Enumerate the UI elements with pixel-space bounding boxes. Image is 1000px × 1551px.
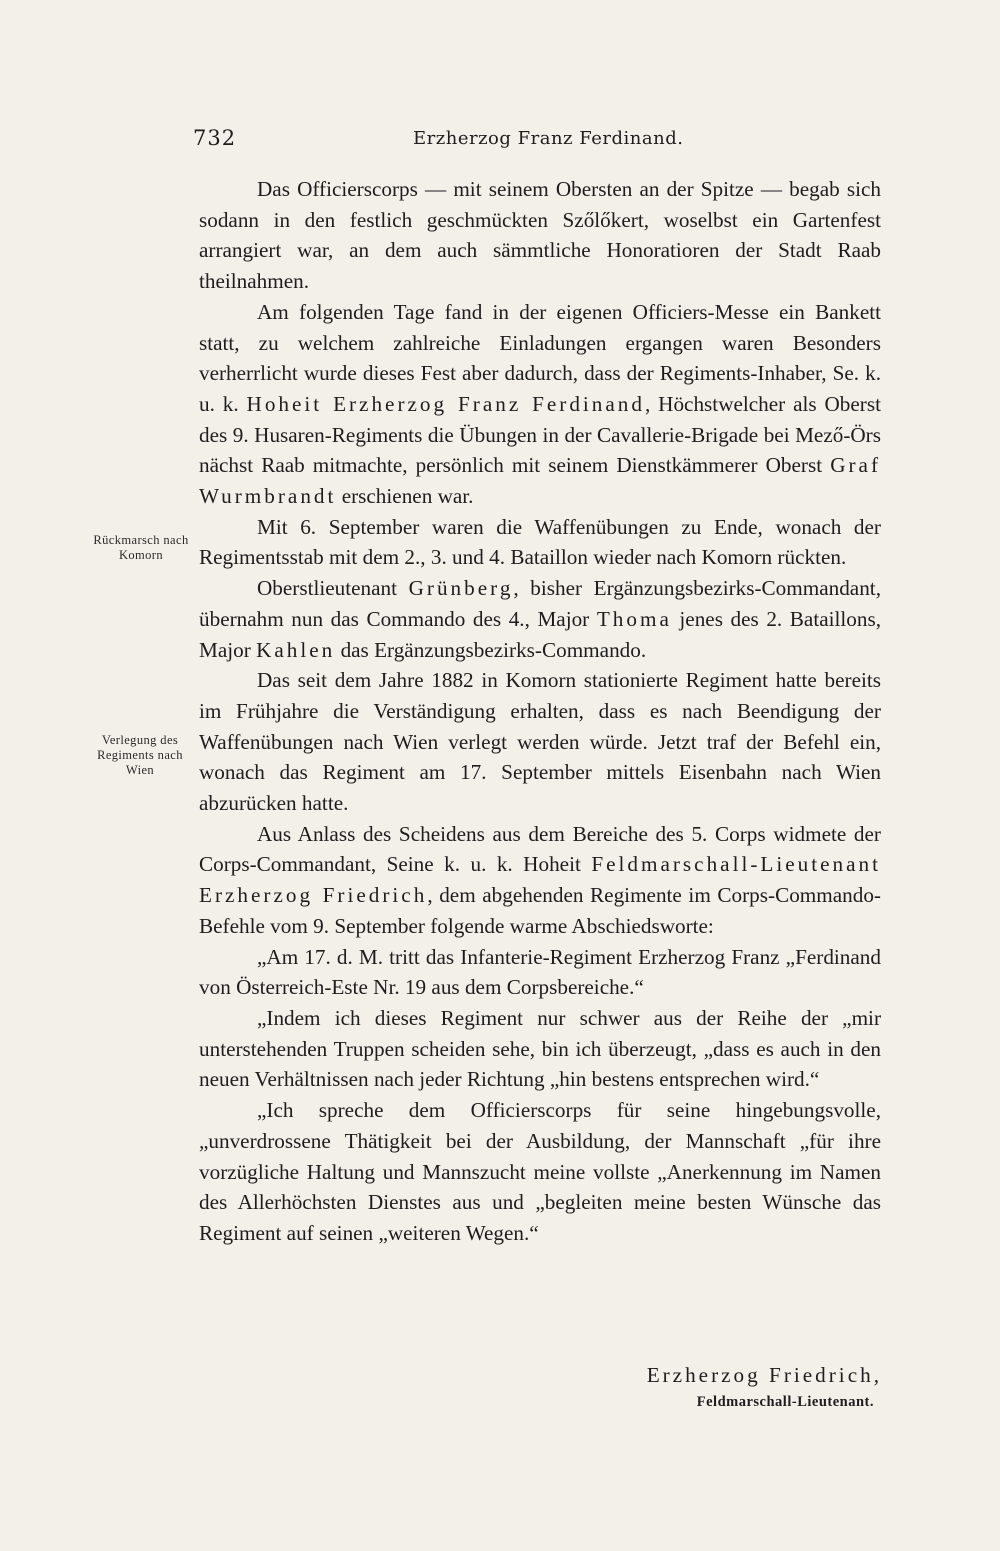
quote-paragraph-2: „Indem ich dieses Regiment nur schwer aus der Reihe der „mir unterstehenden Truppen scheiden sehe, bin ich überzeugt, „dass es auch in den neuen Verhältnissen nach jeder Richtung „hin bestens entsprechen wird.“	[199, 1005, 881, 1092]
page-header	[193, 126, 883, 160]
text-span: jenes des 2. Bataillons, Major	[199, 606, 882, 662]
paragraph-bankett	[199, 297, 881, 512]
text-span: Am folgenden Tage fand in der eigenen Officiers-Messe ein Bankett statt, zu welchem zahlreiche Einladungen ergangen waren Besonders verherrlicht wurde dieses Fest aber dadurch, dass der Regiments-Inhaber, Se. k. u. k.	[199, 299, 881, 416]
signature-name: Erzherzog Friedrich,	[646, 1363, 882, 1387]
spaced-name-graf: Graf Wurmbrandt	[199, 453, 882, 509]
paragraph-rueckmarsch: Mit 6. September waren die Waffenübungen zu Ende, wonach der Regimentsstab mit dem 2., 3. und 4. Bataillon wieder nach Komorn rückten.	[199, 514, 881, 570]
text-span: , Höchstwelcher als Oberst des 9. Husaren-Regiments die Übungen in der Cavallerie-Brigade bei Mező-Örs nächst Raab mitmachte, persönlich mit seinem Dienstkämmerer Oberst	[199, 391, 881, 478]
text-span: das Ergänzungsbezirks-Commando.	[340, 637, 647, 662]
spaced-name-kahlen: Kahlen	[256, 637, 336, 662]
quote-paragraph-1: „Am 17. d. M. tritt das Infanterie-Regiment Erzherzog Franz „Ferdinand von Österreich-Este Nr. 19 aus dem Corpsbereiche.“	[199, 944, 881, 1000]
body-text	[199, 174, 881, 1249]
quote-paragraph-3: „Ich spreche dem Officierscorps für seine hingebungsvolle, „unverdrossene Thätigkeit bei der Ausbildung, der Mannschaft „für ihre vorzügliche Haltung und Mannszucht meine vollste „Anerkennung im Namen des Allerhöchsten Dienstes aus und „begleiten meine besten Wünsche das Regiment auf seinen „weiteren Wegen.“	[199, 1098, 881, 1245]
spaced-name-thoma: Thoma	[596, 606, 672, 631]
paragraph-verlegung: Das seit dem Jahre 1882 in Komorn stationierte Regiment hatte bereits im Frühjahre die Verständigung erhalten, dass es nach Beendigung der Waffenübungen nach Wien verlegt werden würde. Jetzt traf der Befehl ein, wonach das Regiment am 17. September mittels Eisenbahn nach Wien abzurücken hatte.	[199, 668, 881, 816]
running-head: Erzherzog Franz Ferdinand.	[413, 128, 684, 149]
signature-block	[482, 1360, 882, 1411]
spaced-name-hoheit: Hoheit Erzherzog Franz Ferdinand	[246, 391, 645, 416]
paragraph-commando	[199, 573, 881, 665]
text-span: Oberstlieutenant	[257, 576, 398, 601]
page-number: 732	[193, 126, 237, 150]
text-span: erschienen war.	[341, 484, 474, 509]
paragraph-abschied	[199, 819, 881, 942]
text-span: Aus Anlass des Scheidens aus dem Bereiche des 5. Corps widmete der Corps-Commandant, Seine k. u. k. Hoheit	[199, 821, 881, 877]
spaced-name-friedrich: Feldmarschall-Lieutenant Erzherzog Friedrich	[199, 852, 882, 908]
text-span: , bisher Ergänzungsbezirks-Commandant, übernahm nun das Commando des 4., Major	[199, 576, 881, 631]
paragraph-officierscorps: Das Officierscorps — mit seinem Obersten an der Spitze — begab sich sodann in den festlich geschmückten Szőlőkert, woselbst ein Gartenfest arrangiert war, an dem auch sämmtliche Honoratioren der Stadt Raab theilnahmen.	[199, 177, 881, 294]
spaced-name-gruenberg: Grünberg	[408, 576, 514, 601]
margin-note-rueckmarsch: Rückmarsch nach Komorn	[93, 533, 189, 562]
text-span: , dem abgehenden Regimente im Corps-Commando-Befehle vom 9. September folgende warme Abschiedsworte:	[199, 883, 881, 938]
signature-rank: Feldmarschall-Lieutenant.	[696, 1394, 874, 1410]
margin-note-verlegung: Verlegung des Regiments nach Wien	[97, 733, 183, 777]
